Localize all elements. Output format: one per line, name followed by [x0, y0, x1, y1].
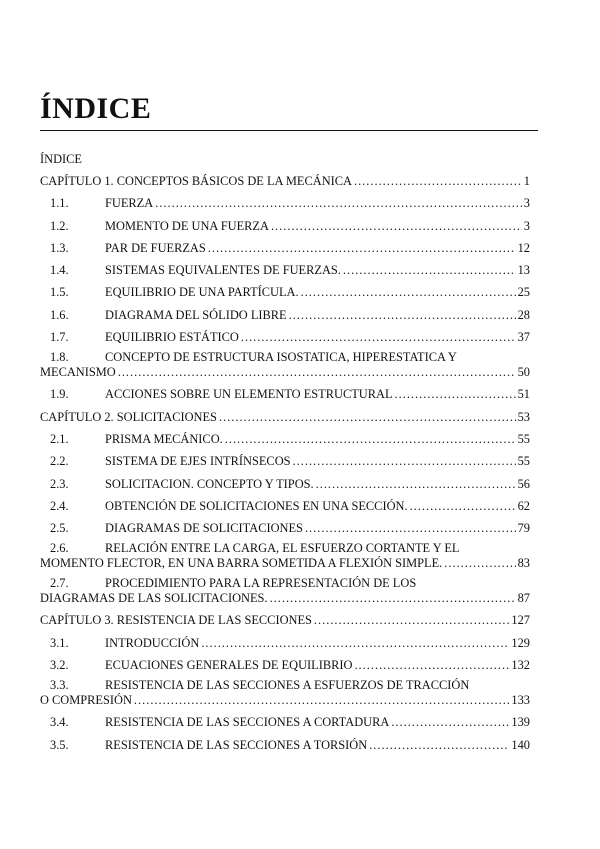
- toc-entry-page: 139: [511, 715, 530, 730]
- table-of-contents: [40, 152, 530, 758]
- toc-entry-label: SOLICITACION. CONCEPTO Y TIPOS.: [105, 476, 314, 491]
- toc-entry-page: 133: [511, 693, 530, 708]
- toc-leader-dots: [354, 656, 509, 674]
- toc-chapter: [40, 408, 530, 430]
- toc-entry-label: PAR DE FUERZAS: [105, 240, 206, 255]
- toc-entry-number: 2.5.: [50, 521, 69, 536]
- toc-leader-dots: [289, 306, 516, 324]
- toc-chapter: [40, 611, 530, 633]
- toc-entry-label-continued: DIAGRAMAS DE LAS SOLICITACIONES.: [40, 591, 268, 606]
- toc-leader-dots: [241, 328, 516, 346]
- toc-entry: [40, 239, 530, 261]
- toc-entry-number: 1.9.: [50, 387, 69, 402]
- toc-chapter-label: CAPÍTULO 1. CONCEPTOS BÁSICOS DE LA MECÁNICA: [40, 174, 352, 188]
- toc-entry-page: 28: [517, 307, 530, 322]
- toc-entry-label-continued: MECANISMO: [40, 365, 116, 380]
- toc-entry: [40, 350, 530, 385]
- toc-leader-dots: [343, 261, 516, 279]
- toc-entry: [40, 306, 530, 328]
- toc-entry: [40, 634, 530, 656]
- toc-entry: [40, 385, 530, 407]
- toc-leader-dots: [201, 634, 509, 652]
- toc-entry-page: 55: [517, 431, 530, 446]
- toc-entry-number: 2.7.: [50, 576, 69, 591]
- toc-entry: [40, 283, 530, 305]
- toc-entry-page: 127: [511, 613, 530, 628]
- toc-leader-dots: [225, 430, 516, 448]
- toc-entry-number: 3.3.: [50, 678, 69, 693]
- toc-entry-label: MOMENTO DE UNA FUERZA: [105, 218, 269, 233]
- toc-entry-label: CONCEPTO DE ESTRUCTURA ISOSTATICA, HIPERESTATICA Y: [105, 350, 457, 365]
- toc-leader-dots: [155, 194, 522, 212]
- toc-entry-page: 50: [517, 365, 530, 380]
- toc-entry-label: EQUILIBRIO ESTÁTICO: [105, 330, 239, 345]
- toc-entry-label: RESISTENCIA DE LAS SECCIONES A ESFUERZOS DE TRACCIÓN: [105, 678, 470, 693]
- toc-list: [40, 172, 530, 758]
- toc-entry-label: ACCIONES SOBRE UN ELEMENTO ESTRUCTURAL: [105, 387, 393, 402]
- toc-entry-label: SISTEMA DE EJES INTRÍNSECOS: [105, 454, 291, 469]
- toc-entry-label: SISTEMAS EQUIVALENTES DE FUERZAS.: [105, 263, 341, 278]
- toc-entry-second-line: [40, 693, 530, 708]
- toc-leader-dots: [301, 283, 516, 301]
- toc-entry-number: 2.2.: [50, 454, 69, 469]
- toc-leader-dots: [395, 385, 516, 403]
- toc-leader-dots: [270, 591, 516, 606]
- toc-entry-number: 2.3.: [50, 476, 69, 491]
- toc-entry-first-line: [40, 678, 530, 693]
- toc-entry: [40, 576, 530, 611]
- toc-leader-dots: [410, 497, 516, 515]
- toc-entry-first-line: [40, 541, 530, 556]
- toc-entry-label: OBTENCIÓN DE SOLICITACIONES EN UNA SECCIÓN.: [105, 498, 408, 513]
- toc-entry-label-continued: MOMENTO FLECTOR, EN UNA BARRA SOMETIDA A FLEXIÓN SIMPLE.: [40, 556, 443, 571]
- toc-leader-dots: [444, 556, 515, 571]
- toc-entry-number: 2.1.: [50, 431, 69, 446]
- toc-entry-page: 51: [517, 387, 530, 402]
- toc-entry: [40, 261, 530, 283]
- toc-entry: [40, 475, 530, 497]
- toc-entry-page: 140: [511, 737, 530, 752]
- toc-entry-page: 25: [517, 285, 530, 300]
- toc-entry-number: 3.1.: [50, 635, 69, 650]
- toc-entry: [40, 217, 530, 239]
- toc-entry-page: 79: [517, 521, 530, 536]
- toc-entry-label: FUERZA: [105, 196, 154, 211]
- toc-entry-number: 2.4.: [50, 498, 69, 513]
- toc-leader-dots: [391, 713, 509, 731]
- toc-leader-dots: [293, 452, 516, 470]
- toc-entry-number: 3.4.: [50, 715, 69, 730]
- toc-leader-dots: [271, 217, 522, 235]
- toc-entry: [40, 541, 530, 576]
- toc-entry-first-line: [40, 350, 530, 365]
- toc-entry-page: 83: [517, 556, 530, 571]
- toc-entry-label-continued: O COMPRESIÓN: [40, 693, 132, 708]
- toc-entry-label: PRISMA MECÁNICO.: [105, 431, 223, 446]
- page-title: ÍNDICE: [40, 92, 152, 125]
- toc-entry: [40, 736, 530, 758]
- toc-entry-number: 2.6.: [50, 541, 69, 556]
- toc-entry-number: 1.1.: [50, 196, 69, 211]
- toc-entry-label: EQUILIBRIO DE UNA PARTÍCULA.: [105, 285, 299, 300]
- toc-heading: ÍNDICE: [40, 152, 82, 166]
- toc-entry-page: 13: [517, 263, 530, 278]
- toc-entry-page: 56: [517, 476, 530, 491]
- toc-entry-label: INTRODUCCIÓN: [105, 635, 200, 650]
- toc-chapter-label: CAPÍTULO 2. SOLICITACIONES: [40, 409, 217, 424]
- toc-entry-page: 55: [517, 454, 530, 469]
- toc-entry-number: 1.5.: [50, 285, 69, 300]
- toc-leader-dots: [118, 365, 516, 380]
- toc-entry-number: 1.7.: [50, 330, 69, 345]
- toc-entry-second-line: [40, 365, 530, 380]
- toc-entry: [40, 430, 530, 452]
- toc-entry: [40, 452, 530, 474]
- toc-leader-dots: [369, 736, 509, 754]
- toc-entry-number: 3.5.: [50, 737, 69, 752]
- toc-entry: [40, 519, 530, 541]
- toc-entry: [40, 328, 530, 350]
- toc-entry-page: 1: [523, 174, 530, 188]
- toc-entry-page: 62: [517, 498, 530, 513]
- toc-entry-page: 3: [523, 196, 530, 211]
- toc-entry-page: 87: [517, 591, 530, 606]
- toc-entry-label: RESISTENCIA DE LAS SECCIONES A CORTADURA: [105, 715, 390, 730]
- toc-leader-dots: [305, 519, 516, 537]
- toc-entry-number: 1.8.: [50, 350, 69, 365]
- toc-entry-second-line: [40, 556, 530, 571]
- toc-entry-second-line: [40, 591, 530, 606]
- toc-entry: [40, 497, 530, 519]
- toc-entry-label: RELACIÓN ENTRE LA CARGA, EL ESFUERZO CORTANTE Y EL: [105, 541, 460, 556]
- toc-leader-dots: [134, 693, 509, 708]
- toc-leader-dots: [314, 611, 509, 629]
- toc-entry-label: PROCEDIMIENTO PARA LA REPRESENTACIÓN DE LOS: [105, 576, 417, 591]
- toc-entry-number: 3.2.: [50, 658, 69, 673]
- toc-entry-page: 132: [511, 658, 530, 673]
- toc-entry-number: 1.4.: [50, 263, 69, 278]
- toc-entry-page: 3: [523, 218, 530, 233]
- toc-entry-label: DIAGRAMAS DE SOLICITACIONES: [105, 521, 303, 536]
- toc-entry-page: 129: [511, 635, 530, 650]
- toc-leader-dots: [208, 239, 516, 257]
- toc-entry-label: DIAGRAMA DEL SÓLIDO LIBRE: [105, 307, 287, 322]
- toc-entry-page: 12: [517, 240, 530, 255]
- toc-entry-page: 37: [517, 330, 530, 345]
- toc-entry-number: 1.6.: [50, 307, 69, 322]
- toc-entry-number: 1.2.: [50, 218, 69, 233]
- toc-entry-label: RESISTENCIA DE LAS SECCIONES A TORSIÓN: [105, 737, 368, 752]
- toc-chapter-label: CAPÍTULO 3. RESISTENCIA DE LAS SECCIONES: [40, 613, 312, 628]
- toc-leader-dots: [316, 475, 516, 493]
- toc-entry: [40, 678, 530, 713]
- toc-leader-dots: [219, 408, 516, 426]
- toc-entry-page: 53: [517, 409, 530, 424]
- toc-leader-dots: [354, 172, 522, 190]
- title-divider: [40, 130, 538, 131]
- toc-entry: [40, 194, 530, 216]
- toc-entry: [40, 656, 530, 678]
- toc-entry: [40, 713, 530, 735]
- toc-entry-label: ECUACIONES GENERALES DE EQUILIBRIO: [105, 658, 353, 673]
- toc-entry-first-line: [40, 576, 530, 591]
- toc-entry-number: 1.3.: [50, 240, 69, 255]
- toc-chapter: [40, 172, 530, 194]
